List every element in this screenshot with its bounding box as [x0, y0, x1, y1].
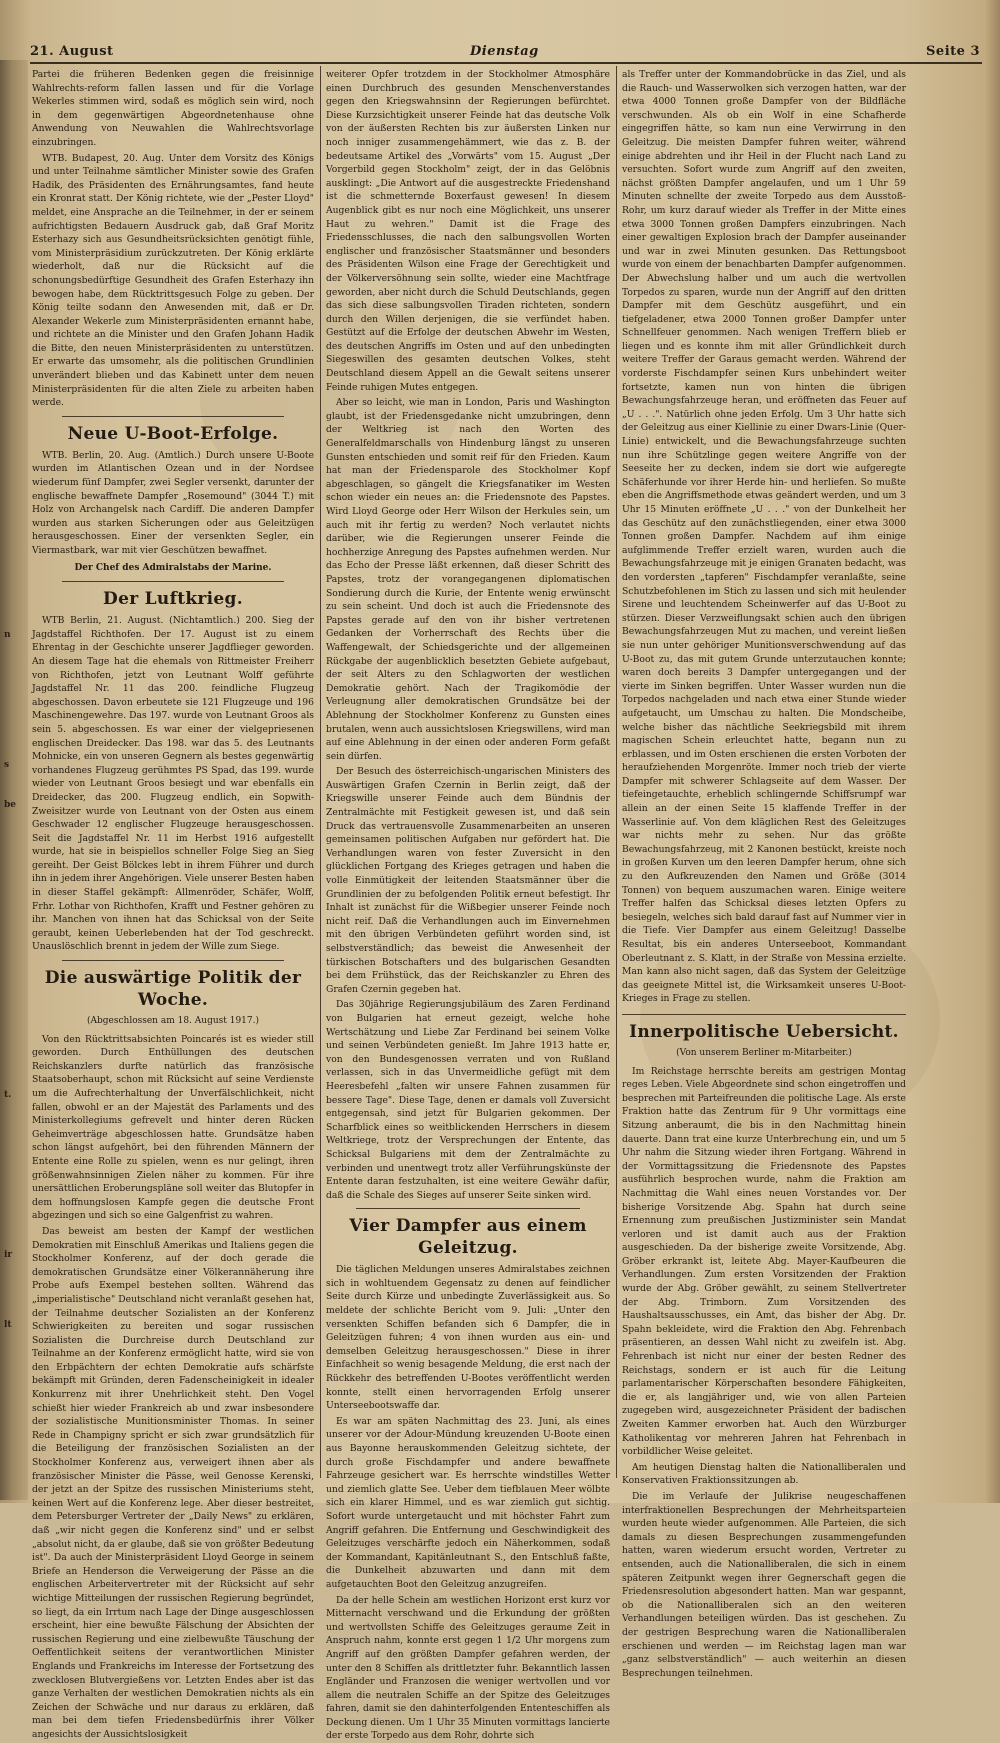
paragraph: Es war am späten Nachmittag des 23. Juni, als eines unserer vor der Adour-Mündung kreuzenden U-Boote einen aus Bayonne herauskommenden Geleitzug sichtete, der durch große Fischdampfer und andere bewaffnete Fahrzeuge gesichert war. Es herrschte windstilles Wetter und ziemlich glatte See. Ueber dem tiefblauen Meer wölbte sich ein klarer Himmel, und es war ziemlich gut sichtig. Sofort wurde untergetaucht und mit höchster Fahrt zum Angriff gefahren. Die Entfernung und Geschwindigkeit des Geleitzuges verschärfte jedoch ein Näherkommen, sodaß der Kommandant, Kapitänleutnant S., den Entschluß faßte, die Dunkelheit abzuwarten und dann mit dem aufgetauchten Boot den Geleitzug anzugreifen.	[326, 1415, 610, 1590]
paragraph: Im Reichstage herrschte bereits am gestrigen Montag reges Leben. Viele Abgeordnete sind schon eingetroffen und besprechen mit Parteifreunden die politische Lage. Als erste Fraktion hatte das Zentrum für 9 Uhr vormittags eine Sitzung anberaumt, die bis in den Nachmittag hinein dauerte. Dann trat eine kurze Unterbrechung ein, und um 5 Uhr nahm die Sitzung wieder ihren Fortgang. Während in der Vormittagssitzung die Friedensnote des Papstes ausführlich besprochen wurde, nahm die Fraktion am Nachmittag die Wahl eines neuen Vorstandes vor. Der bisherige Vorsitzende Abg. Spahn hat durch seine Ernennung zum preußischen Justizminister sein Mandat verloren und ist damit auch aus der Fraktion ausgeschieden. Da der bisherige zweite Vorsitzende, Abg. Gröber erkrankt ist, leitete Abg. Mayer-Kaufbeuren die Verhandlungen. Zum ersten Vorsitzenden der Fraktion wurde der Abg. Gröber gewählt, zu seinem Stellvertreter der Abg. Trimborn. Zum Vorsitzenden des Haushaltsausschusses, ein Amt, das bisher der Abg. Dr. Spahn bekleidete, wird die Fraktion den Abg. Fehrenbach präsentieren, an dessen Wahl nicht zu zweifeln ist. Abg. Fehrenbach ist nicht nur einer der besten Redner des Reichstags, sondern er ist auch für die Leitung parlamentarischer Körperschaften besondere Fähigkeiten, die er, als langjähriger und, wie von allen Parteien zugegeben wird, ausgezeichneter Präsident der badischen Zweiten Kammer erworben hat. Auch den Würzburger Katholikentag vor mehreren Jahren hat Fehrenbach in vorbildlicher Weise geleitet.	[622, 1065, 906, 1458]
paragraph: Die im Verlaufe der Julikrise neugeschaffenen interfraktionellen Besprechungen der Mehrheitsparteien wurden heute wieder aufgenommen. Alle Parteien, die sich damals zu diesen Besprechungen zusammengefunden hatten, waren wiederum ersucht worden, Vertreter zu entsenden, auch die Nationalliberalen, die sich in einem späteren Zeitpunkt wegen ihrer Gegnerschaft gegen die Friedensresolution abgesondert hatten. Man war gespannt, ob die Nationalliberalen sich an den weiteren Verhandlungen beteiligen würden. Das ist geschehen. Zu der gestrigen Besprechung waren die Nationalliberalen erschienen und werden — im Reichstag lagen man war „ganz selbstverständlich" — auch weiterhin an diesen Besprechungen teilnehmen.	[622, 1490, 906, 1679]
paragraph: WTB. Berlin, 20. Aug. (Amtlich.) Durch unsere U-Boote wurden im Atlantischen Ozean und in der Nordsee wiederum fünf Dampfer, zwei Segler versenkt, darunter der englische bewaffnete Dampfer „Rosemound" (3044 T.) mit Holz von Archangelsk nach Cardiff. Die anderen Dampfer wurden aus starken Sicherungen oder aus Geleitzügen herausgeschossen. Einer der versenkten Segler, ein Viermastbark, war mit vier Geschützen bewaffnet.	[32, 449, 314, 556]
page-header	[30, 44, 980, 64]
column-1	[32, 68, 314, 1740]
paragraph: Die täglichen Meldungen unseres Admiralstabes zeichnen sich in wohltuendem Gegensatz zu denen auf feindlicher Seite durch Kürze und unbedingte Zuverlässigkeit aus. So meldete der schlichte Bericht vom 9. Juli: „Unter den versenkten Schiffen befanden sich 6 Dampfer, die in Geleitzügen fuhren; 4 von ihnen wurden aus ein- und demselben Geleitzug herausgeschossen." Diese in ihrer Einfachheit so wenig besagende Meldung, die erst nach der Rückkehr des betreffenden U-Bootes veröffentlicht werden konnte, stellt einen hervorragenden Erfolg unserer Unterseebootswaffe dar.	[326, 1264, 610, 1412]
divider	[62, 581, 284, 582]
paragraph: WTB Berlin, 21. August. (Nichtamtlich.) 200. Sieg der Jagdstaffel Richthofen. Der 17. August ist zu einem Ehrentag in der Geschichte unserer Jagdflieger geworden. An diesem Tage hat die ehemals von Rittmeister Freiherr von Richthofen, jetzt von Leutnant Wolff geführte Jagdstaffel Nr. 11 das 200. feindliche Flugzeug abgeschossen. Davon erbeutete sie 121 Flugzeuge und 196 Maschinengewehre. Das 197. wurde von Leutnant Groos als sein 5. abgeschossen. Es war einer der vielgepriesenen englischen Dreidecker. Das 198. war das 5. des Leutnants Mohnicke, ein von unseren Gegnern als bestes gegenwärtig vorhandenes Flugzeug gerühmtes PS Spad, das 199. wurde wieder von Leutnant Groos besiegt und war ebenfalls ein Dreidecker, das 200. Flugzeug endlich, ein Sopwith-Zweisitzer wurde von Leutnant von der Osten aus einem Geschwader 12 englischer Flugzeuge herausgeschossen. Seit die Jagdstaffel Nr. 11 im Herbst 1916 aufgestellt wurde, hat sie in beispiellos schneller Folge Sieg an Sieg gereiht. Der Geist Bölckes lebt in ihrem Führer und durch ihn in jedem ihrer Angehörigen. Viele unserer Besten haben in dieser Staffel gekämpft: Allmenröder, Schäfer, Wolff, Frhr. Lothar von Richthofen, Krafft und Festner gehören zu ihr. Manchen von ihnen hat das Schicksal von der Seite geraubt, keinen Ueberlebenden hat der Tod geschreckt. Unauslöschlich brennt in jedem der Wille zum Siege.	[32, 615, 314, 953]
headline-uboot: Neue U-Boot-Erfolge.	[67, 423, 279, 444]
gutter-mark: t.	[4, 1090, 12, 1100]
header-date: 21. August	[30, 44, 114, 59]
signature: Der Chef des Admiralstabs der Marine.	[74, 562, 272, 573]
headline-politik: Die auswärtige Politik der Woche.	[44, 968, 302, 1011]
divider	[62, 960, 284, 961]
paragraph: als Treffer unter der Kommandobrücke in das Ziel, und als die Rauch- und Wasserwolken sich verzogen hatten, war der etwa 4000 Tonnen große Dampfer von der Bildfläche verschwunden. Als ob ein Wolf in eine Schafherde eingegriffen hätte, so kam nun eine Verwirrung in den Geleitzug. Die meisten Dampfer fuhren weiter, während einige abdrehten und ihr Heil in der Flucht nach Land zu versuchten. Sofort wurde zum Angriff auf den zweiten, nächst größten Dampfer angelaufen, und um 1 Uhr 59 Minuten schnellte der zweite Torpedo aus dem Ausstoß-Rohr, um kurz darauf wieder als Treffer in der Mitte eines etwa 3000 Tonnen großen Dampfers einzubringen. Nach einer gewaltigen Explosion brach der Dampfer auseinander und war in zwei Minuten gesunken. Das Rettungsboot wurde von einem der benachbarten Dampfer aufgenommen. Der Abwechslung halber und um auch die wertvollen Torpedos zu sparen, wurde nun der Angriff auf den dritten Dampfer mit dem Geschütz ausgeführt, und ein tiefgeladener, etwa 2000 Tonnen großer Dampfer unter Schnellfeuer genommen. Nach wenigen Treffern blieb er liegen und es konnte ihm mit aller Gründlichkeit durch weitere Treffer der Garaus gemacht werden. Während der vorderste Fischdampfer seinen Kurs unbehindert weiter fortsetzte, kamen nun von hinten die übrigen Bewachungsfahrzeuge heran, und eröffneten das Feuer auf „U . . .". Natürlich ohne jeden Erfolg. Um 3 Uhr hatte sich der Geleitzug aus einer Kiellinie zu einer Dwars-Linie (Quer-Linie) entwickelt, und die Bewachungsfahrzeuge suchten nun ihre Schützlinge gegen weitere Angriffe von der Seeseite her zu decken, indem sie dort wie aufgeregte Schäferhunde vor ihrer Herde hin- und herliefen. So mußte eben die Angriffsmethode etwas geändert werden, und um 3 Uhr 15 Minuten eröffnete „U . . ." von der Dunkelheit her das Geschütz auf den zunächstliegenden, einer etwa 3000 Tonnen großen Dampfer. Nachdem auf ihm einige aufglimmende Treffer erzielt waren, wurden auch die Bewachungsfahrzeuge mit je einigen Granaten bedacht, was den vordersten „tapferen" Fischdampfer veranlaßte, seine Schutzbefohlenen im Stich zu lassen und sich mit heulender Sirene und leuchtendem Scheinwerfer auf das U-Boot zu stürzen. Dieser Verzweiflungsakt schien auch den übrigen Bewachungsfahrzeugen Mut zu machen, und vereint ließen sie nun unter gehöriger Munitionsverschwendung auf das U-Boot zu, das mit gutem Grunde unterzutauchen konnte; waren doch bereits 3 Dampfer untergegangen und der vierte im Sinken begriffen. Unter Wasser wurden nun die Torpedos nachgeladen und nach etwa einer Stunde wieder aufgetaucht, um Umschau zu halten. Die Mondscheibe, welche bisher das nächtliche Seekriegsbild mit ihrem magischen Schein erleuchtet hatte, begann nun zu erblassen, und im Osten erschienen die ersten Vorboten der heraufziehenden Morgenröte. Immer noch trieb der vierte Dampfer mit schwerer Schlagseite auf dem Wasser. Der tiefeingetauchte, erheblich schlingernde Schiffsrumpf war allein an der einen Seite 15 klaffende Treffer in der Wasserlinie auf. Von dem kläglichen Rest des Geleitzuges war nichts mehr zu sehen. Nur das größte Bewachungsfahrzeug, mit 2 Kanonen bestückt, kreiste noch in großen Kurven um den leeren Dampfer herum, ohne sich zu den Aufkreuzenden den Namen und Größe (3014 Tonnen) von bequem auszumachen waren. Einige weitere Treffer halfen das Schicksal dieses letzten Opfers zu besiegeln, welches sich bald darauf fast auf Nummer vier in die Tiefe. Vier Dampfer aus einem Geleitzug! Dasselbe Resultat, bis ein anderes Unterseeboot, Kommandant Oberleutnant z. S. Klatt, in der Straße von Messina erzielte. Man kann also nicht sagen, daß das System der Geleitzüge das geeignete Mittel ist, die Wirksamkeit unseres U-Boot-Krieges in Frage zu stellen.	[622, 69, 906, 1005]
headline-innerpolitik: Innerpolitische Uebersicht.	[629, 1021, 899, 1042]
headline-luftkrieg: Der Luftkrieg.	[103, 589, 243, 610]
subheadline: (Von unserem Berliner m-Mitarbeiter.)	[676, 1047, 852, 1058]
binding-gutter	[0, 60, 28, 1500]
headline-dampfer: Vier Dampfer aus einem Geleitzug.	[349, 1216, 587, 1259]
page-edge	[986, 0, 1000, 1503]
column-rule	[320, 66, 321, 1478]
divider	[62, 416, 284, 417]
header-rule	[30, 62, 982, 64]
paragraph: Partei die früheren Bedenken gegen die freisinnige Wahlrechts-reform fallen lassen und für die Vorlage Wekerles stimmen wird, sodaß es möglich sein wird, noch in dem gegenwärtigen Abgeordnetenhause ohne Anwendung von Neuwahlen die Wahlrechtsvorlage einzubringen.	[32, 69, 314, 148]
divider	[356, 1208, 580, 1209]
subheadline: (Abgeschlossen am 18. August 1917.)	[87, 1016, 259, 1027]
header-day: Dienstag	[470, 44, 539, 59]
paragraph: weiterer Opfer trotzdem in der Stockholmer Atmosphäre einen Durchbruch des gesunden Menschenverstandes gegen den Kriegswahnsinn der Regierungen befürchtet. Diese Kurzsichtigkeit unserer Feinde hat das deutsche Volk von der äußersten Rechten bis zur äußersten Linken nur noch inniger zusammengehämmert, wie das z. B. der bedeutsame Artikel des „Vorwärts" vom 15. August „Der Vorgerbild gegen Stockholm" zeigt, der in das Gelöbnis ausklingt: „Die Antwort auf die ausgestreckte Friedenshand ist die schmetternde Boxerfaust gewesen! In diesem Augenblick gibt es nur noch eine Möglichkeit, uns unserer Haut zu wehren." Damit ist die Frage des Friedensschlusses, die nach den salbungsvollen Worten englischer und französischer Staatsmänner und besonders des Präsidenten Wilson eine Frage der Gerechtigkeit und der Völkerversöhnung sein sollte, wieder eine Machtfrage geworden, aber nicht durch die Schuld Deutschlands, gegen das sich diese salbungsvollen Tiraden richteten, sondern durch den Willen derjenigen, die sie verfündet haben. Gestützt auf die Erfolge der deutschen Abwehr im Westen, des deutschen Angriffs im Osten und auf den unbedingten Siegeswillen des gesamten deutschen Volkes, steht Deutschland diesem Appell an die Gewalt seitens unserer Feinde ruhigen Mutes entgegen.	[326, 69, 610, 393]
paragraph: Das 30jährige Regierungsjubiläum des Zaren Ferdinand von Bulgarien hat erneut gezeigt, welche hohe Wertschätzung und Liebe Zar Ferdinand bei seinem Volke und seinen Verbündeten genießt. Im Jahre 1913 hatte er, von den Bundesgenossen verraten und von Rußland verlassen, sich in das Unvermeidliche gefügt mit dem Heeresbefehl „falten wir unsere Fahnen zusammen für bessere Tage". Diese Tage, denen er damals voll Zuversicht entgegensah, sind jetzt für Bulgarien gekommen. Der Scharfblick eines so weitblickenden Herrschers in diesem Weltkriege, trotz der Versprechungen der Entente, das Schicksal Bulgariens mit dem der Zentralmächte zu verbinden und unentwegt trotz aller Verführungskünste der Entente daran festzuhalten, ist eine weitere Gewähr dafür, daß die Schale des Sieges auf unserer Seite sinken wird.	[326, 999, 610, 1201]
column-2	[326, 68, 610, 1742]
gutter-mark: s	[4, 760, 10, 770]
gutter-mark: be	[4, 800, 17, 810]
paragraph: WTB. Budapest, 20. Aug. Unter dem Vorsitz des Königs und unter Teilnahme sämtlicher Minister sowie des Grafen Hadik, des Präsidenten des Ernährungsamtes, fand heute ein Kronrat statt. Der König richtete, wie der „Pester Lloyd" meldet, eine Ansprache an die Teilnehmer, in der er seinem aufrichtigsten Bedauern Ausdruck gab, daß Graf Moritz Esterhazy sich aus Gesundheitsrücksichten genötigt fühle, vom Ministerpräsidium zurückzutreten. Der König erklärte wiederholt, daß nur die Rücksicht auf die schonungsbedürftige Gesundheit des Grafen Esterhazy ihn bewogen habe, dem Rücktrittsgesuch Folge zu geben. Der König teilte sodann den Anwesenden mit, daß er Dr. Alexander Wekerle zum Ministerpräsidenten ernannt habe, und richtete an die Minister und den Grafen Johann Hadik die Bitte, den neuen Ministerpräsidenten zu unterstützen. Er erwarte das umsomehr, als die politischen Grundlinien unverändert blieben und das Kabinett unter dem neuen Ministerpräsidenten für die alten Ziele zu arbeiten haben werde.	[32, 152, 314, 409]
gutter-mark: lt	[4, 1320, 12, 1330]
paragraph: Aber so leicht, wie man in London, Paris und Washington glaubt, ist der Friedensgedanke nicht umzubringen, denn der Weltkrieg ist nach den Worten des Generalfeldmarschalls von Hindenburg längst zu unseren Gunsten entschieden und somit reif für den Frieden. Kaum hat man der Friedensparole des Stockholmer Kopf abgeschlagen, so gängelt die Kriegsfanatiker im Westen schon wieder ein neues an: die Friedensnote des Papstes. Wird Lloyd George oder Herr Wilson der Herkules sein, um auch mit ihr fertig zu werden? Noch verlautet nichts darüber, wie die Regierungen unserer Feinde die hochherzige Anregung des Papstes aufnehmen werden. Nur das Echo der Presse läßt erkennen, daß dieser Schritt des Papstes, trotz der vorangegangenen diplomatischen Sondierung durch die Kurie, der Entente wenig erwünscht zu sein scheint. Und doch ist auch die Friedensnote des Papstes gerade auf den von ihr bisher vertretenen Gedanken der Vorherrschaft des Rechts über die Waffengewalt, der Schiedsgerichte und der allgemeinen Rückgabe der augenblicklich besetzten Gebiete aufgebaut, der seit Alters zu den Schlagworten der westlichen Demokratie gehört. Nach der Tragikomödie der Verleugnung aller demokratischen Grundsätze bei der Ablehnung der Stockholmer Konferenz zu Gunsten eines brutalen, wenn auch aussichtslosen Kriegswillens, wird man auf eine Ablehnung in der einen oder anderen Form gefaßt sein dürfen.	[326, 397, 610, 762]
divider	[622, 1014, 906, 1015]
paragraph: Von den Rücktrittsabsichten Poincarés ist es wieder still geworden. Durch Enthüllungen des deutschen Reichskanzlers durfte natürlich das französische Staatsoberhaupt, schon mit Rücksicht auf seine Verdienste um die Aufrechterhaltung der Unverfälschlichkeit, nicht fallen, obwohl er an der Majestät des Parlaments und des Ministerkollegiums gefrevelt und hinter deren Rücken Geheimverträge abgeschlossen hatte. Grundsätze haben schon längst aufgehört, bei den führenden Männern der Entente eine Rolle zu spielen, wenn es nur gelingt, ihren größenwahnsinnigen Zielen näher zu kommen. Für ihre unersättlichen Eroberungspläne soll weiter das Blutopfer in dem hoffnungslosen Kampfe gegen die deutsche Front abgezingen und sich so eine Galgenfrist zu wahren.	[32, 1033, 314, 1222]
column-rule	[616, 66, 617, 1478]
paragraph: Der Besuch des österreichisch-ungarischen Ministers des Auswärtigen Grafen Czernin in Berlin zeigt, daß der Kriegswille unserer Feinde auch dem Bündnis der Zentralmächte mit Festigkeit gewesen ist, und daß sein Druck das vertrauensvolle Zusammenarbeiten an unseren gemeinsamen politischen Aufgaben nur gefördert hat. Die Verhandlungen waren von fester Zuversicht in den glücklichen Fortgang des Krieges getragen und haben die volle Einmütigkeit der leitenden Staatsmänner über die Grundlinien der zu befolgenden Politik erneut befestigt. Ihr Inhalt ist zunächst für die Wißbegier unserer Feinde noch nicht reif. Daß die Verhandlungen auch im Einvernehmen mit den übrigen Verbündeten geführt worden sind, ist selbstverständlich; das beweist die Anwesenheit der türkischen Botschafters und des bulgarischen Gesandten bei dem Frühstück, das der Reichskanzler zu Ehren des Grafen Czernin gegeben hat.	[326, 766, 610, 995]
gutter-mark: ir	[4, 1250, 13, 1260]
paragraph: Am heutigen Dienstag halten die Nationalliberalen und Konservativen Fraktionssitzungen ab.	[622, 1461, 906, 1487]
gutter-mark: n	[4, 630, 11, 640]
header-page-number: Seite 3	[926, 44, 980, 59]
column-3	[622, 68, 906, 1679]
paragraph: Das beweist am besten der Kampf der westlichen Demokratien mit Einschluß Amerikas und Italiens gegen die Stockholmer Konferenz, auf der doch gerade die demokratischen Grundsätze einer Völkerannäherung ihre Probe aufs Exempel bestehen sollten. Während das „imperialistische" Deutschland nicht veranlaßt gesehen hat, der Teilnahme deutscher Sozialisten an der Konferenz Schwierigkeiten zu bereiten und sogar russischen Sozialisten die Durchreise durch Deutschland zur Teilnahme an der Konferenz ermöglicht hatte, wird sie von den Erbpächtern der echten Demokratie aufs schärfste bekämpft mit Gründen, deren Fadenscheinigkeit in idealer Konkurrenz mit ihrer Unehrlichkeit steht. Den Vogel schießt hier wieder Frankreich ab und zwar insbesondere der sozialistische Munitionsminister Thomas. In seiner Rede in Champigny spricht er sich zwar grundsätzlich für die Beteiligung der französischen Sozialisten an der Stockholmer Konferenz aus, verweigert ihnen aber als französischer Minister die Pässe, weil Genosse Kerenski, der jetzt an der Spitze des russischen Ministeriums steht, keinen Wert auf die Konferenz lege. Aber dieser bestreitet, dem Petersburger Vertreter der „Daily News" zu erklären, daß „wir nicht gegen die Konferenz sind" und er selbst „absolut nicht, da er glaube, daß sie von größter Bedeutung ist". Da auch der Ministerpräsident Lloyd George in seinem Briefe an Henderson die Verweigerung der Pässe an die englischen Arbeitervertreter mit der Rücksicht auf sehr wichtige Mitteilungen der russischen Regierung begründet, so liegt, da ein Irrtum nach Lage der Dinge ausgeschlossen erscheint, hier eine bewußte Fälschung der Absichten der russischen Regierung und eine zielbewußte Täuschung der Oeffentlichkeit seitens der verantwortlichen Minister Englands und Frankreichs im Interesse der Fortsetzung des zwecklosen Blutvergießens vor. Letzten Endes aber ist das ganze Verhalten der westlichen Demokratien nichts als ein Zeichen der Schwäche und nur daraus zu erklären, daß man bei dem tiefen Friedensbedürfnis ihrer Völker angesichts der Aussichtslosigkeit	[32, 1225, 314, 1740]
paragraph: Da der helle Schein am westlichen Horizont erst kurz vor Mitternacht verschwand und die Erkundung der größten und wertvollsten Schiffe des Geleitzuges geraume Zeit in Anspruch nahm, konnte erst gegen 1 1/2 Uhr morgens zum Angriff auf den größten Dampfer gefahren werden, der unter den 8 Schiffen als drittletzter fuhr. Bekanntlich lassen Engländer und Franzosen die weniger wertvollen und vor allem die neutralen Schiffe an der Spitze des Geleitzuges fahren, damit sie den dahinterfolgenden Ententeschiffen als Deckung dienen. Um 1 Uhr 35 Minuten vormittags lancierte der erste Torpedo aus dem Rohr, dohrte sich	[326, 1594, 610, 1742]
